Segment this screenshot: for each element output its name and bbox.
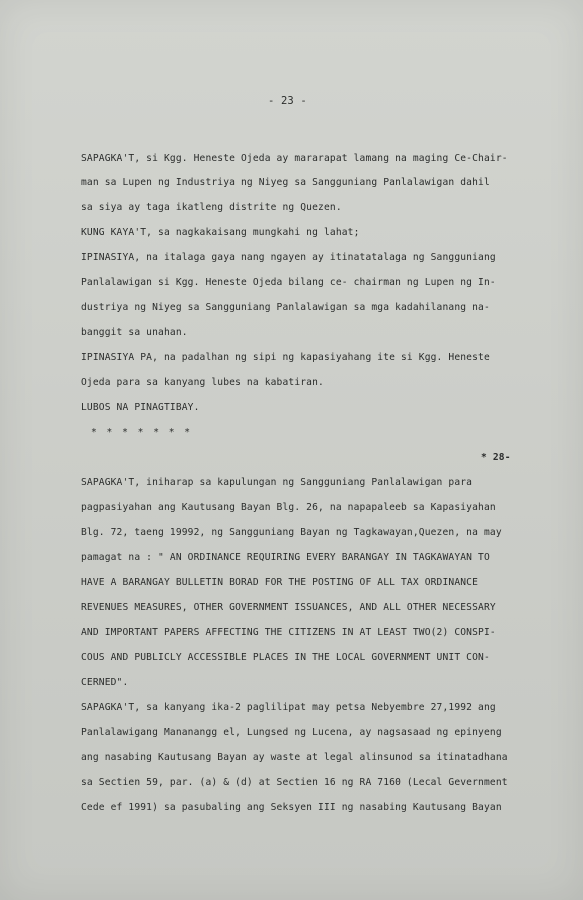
item-number: * 28- <box>481 452 511 463</box>
text-line: IPINASIYA, na italaga gaya nang ngayen ay itinatatalaga ng Sangguniang <box>81 252 496 263</box>
text-line: AND IMPORTANT PAPERS AFFECTING THE CITIZENS IN AT LEAST TWO(2) CONSPI- <box>81 627 496 638</box>
text-line: REVENUES MEASURES, OTHER GOVERNMENT ISSUANCES, AND ALL OTHER NECESSARY <box>81 602 496 613</box>
text-line: banggit sa unahan. <box>81 327 188 338</box>
text-line: IPINASIYA PA, na padalhan ng sipi ng kapasiyahang ite si Kgg. Heneste <box>81 352 490 363</box>
text-line: SAPAGKA'T, iniharap sa kapulungan ng Sangguniang Panlalawigan para <box>81 477 473 488</box>
text-line: Blg. 72, taeng 19992, ng Sangguniang Bayan ng Tagkawayan,Quezen, na may <box>81 527 502 538</box>
text-line: sa siya ay taga ikatleng distrite ng Quezen. <box>81 202 342 213</box>
text-line: COUS AND PUBLICLY ACCESSIBLE PLACES IN THE LOCAL GOVERNMENT UNIT CON- <box>81 652 490 663</box>
text-line: LUBOS NA PINAGTIBAY. <box>81 402 200 413</box>
text-line: pagpasiyahan ang Kautusang Bayan Blg. 26, na napapaleeb sa Kapasiyahan <box>81 502 496 513</box>
text-line: Panlalawigan si Kgg. Heneste Ojeda bilang ce- chairman ng Lupen ng In- <box>81 277 496 288</box>
text-line: man sa Lupen ng Industriya ng Niyeg sa Sangguniang Panlalawigan dahil <box>81 177 490 188</box>
text-line: Panlalawigang Mananangg el, Lungsed ng Lucena, ay nagsasaad ng epinyeng <box>81 727 502 738</box>
text-line: KUNG KAYA'T, sa nagkakaisang mungkahi ng lahat; <box>81 227 360 238</box>
text-line: Ojeda para sa kanyang lubes na kabatiran. <box>81 377 324 388</box>
text-line: dustriya ng Niyeg sa Sangguniang Panlalawigan sa mga kadahilanang na- <box>81 302 490 313</box>
text-line: SAPAGKA'T, sa kanyang ika-2 paglilipat may petsa Nebyembre 27,1992 ang <box>81 702 496 713</box>
text-line: CERNED". <box>81 677 129 688</box>
text-line: pamagat na : " AN ORDINANCE REQUIRING EVERY BARANGAY IN TAGKAWAYAN TO <box>81 552 490 563</box>
text-line: ang nasabing Kautusang Bayan ay waste at legal alinsunod sa itinatadhana <box>81 752 508 763</box>
text-line: SAPAGKA'T, si Kgg. Heneste Ojeda ay mararapat lamang na maging Ce-Chair- <box>81 153 508 164</box>
text-line: sa Sectien 59, par. (a) & (d) at Sectien 16 ng RA 7160 (Lecal Gevernment <box>81 777 508 788</box>
star-separator: * * * * * * * <box>91 427 193 438</box>
text-line: HAVE A BARANGAY BULLETIN BORAD FOR THE POSTING OF ALL TAX ORDINANCE <box>81 577 479 588</box>
page-number: - 23 - <box>268 95 307 107</box>
text-line: Cede ef 1991) sa pasubaling ang Seksyen III ng nasabing Kautusang Bayan <box>81 802 502 813</box>
